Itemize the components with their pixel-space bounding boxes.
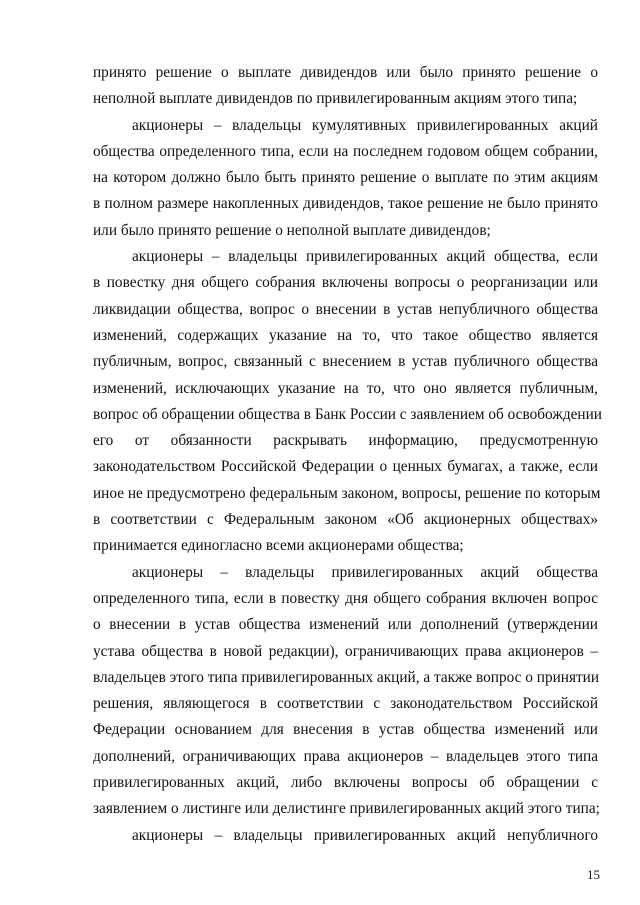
text-line: принимается единогласно всеми акционерами общества; <box>93 537 464 555</box>
text-line: Федерации основанием для внесения в устав общества изменений или <box>93 721 598 739</box>
text-line: дополнений, ограничивающих права акционеров – владельцев этого типа <box>93 747 598 765</box>
body-text <box>93 60 602 849</box>
text-line: акционеры – владельцы привилегированных акций общества <box>132 563 598 581</box>
text-line: общества определенного типа, если на последнем годовом общем собрании, <box>93 142 598 160</box>
text-line: иное не предусмотрено федеральным законом, вопросы, решение по которым <box>93 484 601 502</box>
text-line: изменений, исключающих указание на то, что оно является публичным, <box>93 379 598 397</box>
text-line: в полном размере накопленных дивидендов, такое решение не было принято <box>93 195 598 213</box>
text-line: акционеры – владельцы кумулятивных привилегированных акций <box>132 116 598 134</box>
text-line: на котором должно было быть принято решение о выплате по этим акциям <box>93 169 598 187</box>
text-line: публичным, вопрос, связанный с внесением в устав публичного общества <box>93 353 598 371</box>
text-line: заявлением о листинге или делистинге привилегированных акций этого типа; <box>93 800 600 818</box>
text-line: акционеры – владельцы привилегированных акций общества, если <box>132 248 598 266</box>
text-line: изменений, содержащих указание на то, что такое общество является <box>93 326 598 344</box>
text-line: решения, являющегося в соответствии с законодательством Российской <box>93 695 598 713</box>
text-line: принято решение о выплате дивидендов или было принято решение о <box>93 64 598 81</box>
text-line: акционеры – владельцы привилегированных акций непубличного <box>132 826 598 844</box>
text-line: в повестку дня общего собрания включены вопросы о реорганизации или <box>93 274 598 292</box>
text-line: неполной выплате дивидендов по привилегированным акциям этого типа; <box>93 90 578 108</box>
text-line: законодательством Российской Федерации о ценных бумагах, а также, если <box>93 458 598 476</box>
text-line: или было принято решение о неполной выплате дивидендов; <box>93 221 491 239</box>
text-line: о внесении в устав общества изменений или дополнений (утверждении <box>93 616 598 634</box>
text-line: владельцев этого типа привилегированных акций, а также вопрос о принятии <box>93 668 600 686</box>
text-line: вопрос об обращении общества в Банк России с заявлением об освобождении <box>93 405 602 423</box>
text-line: привилегированных акций, либо включены вопросы об обращении с <box>93 774 598 792</box>
text-line: ликвидации общества, вопрос о внесении в устав непубличного общества <box>93 300 598 318</box>
text-line: его от обязанности раскрывать информацию, предусмотренную <box>93 432 598 450</box>
text-line: устава общества в новой редакции), ограничивающих права акционеров – <box>93 642 598 660</box>
text-line: в соответствии с Федеральным законом «Об акционерных обществах» <box>93 511 598 529</box>
text-line: определенного типа, если в повестку дня общего собрания включен вопрос <box>93 589 598 607</box>
page-number: 15 <box>587 867 600 882</box>
